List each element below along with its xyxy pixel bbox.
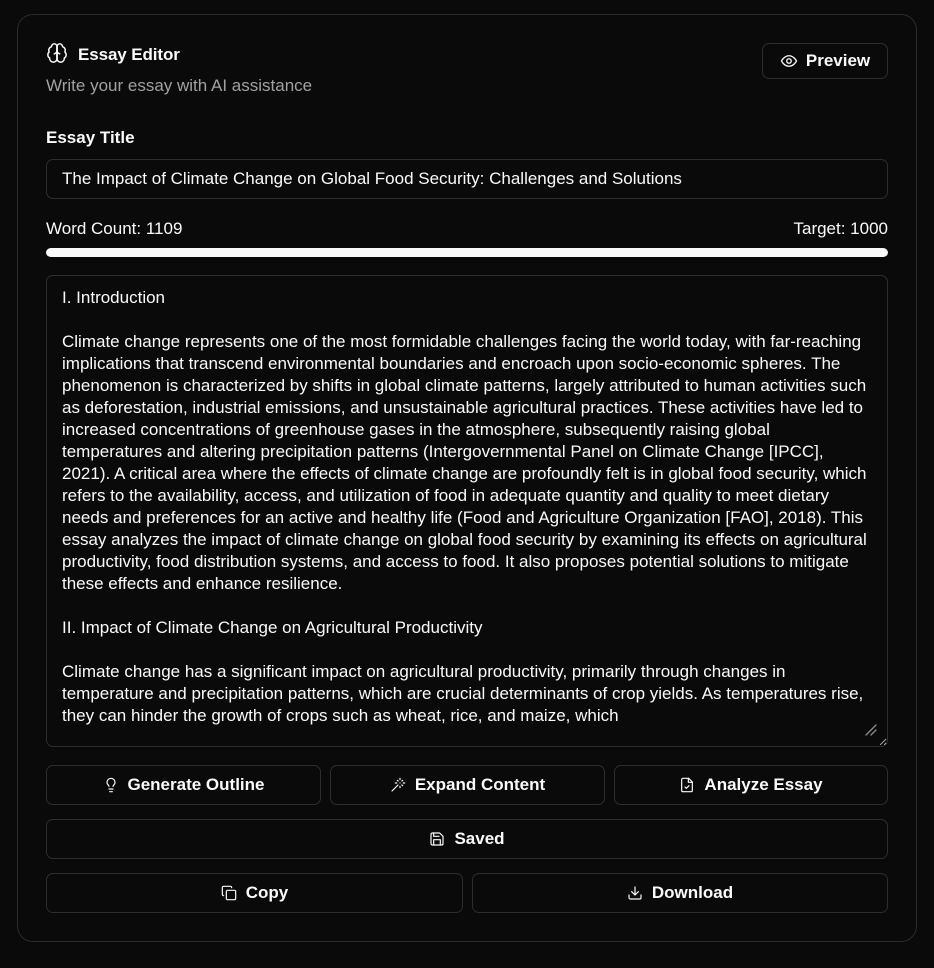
word-count-row xyxy=(46,219,888,239)
essay-editor-card xyxy=(17,14,917,942)
generate-outline-button[interactable] xyxy=(46,765,321,805)
page-title: Essay Editor xyxy=(78,45,180,64)
saved-label: Saved xyxy=(454,829,505,848)
copy-icon xyxy=(221,885,237,901)
lightbulb-icon xyxy=(103,777,119,793)
essay-title-input[interactable] xyxy=(46,159,888,199)
download-label: Download xyxy=(651,883,734,902)
target-count: Target: 1000 xyxy=(793,219,888,238)
download-button[interactable] xyxy=(472,873,888,913)
analyze-essay-button[interactable] xyxy=(614,765,888,805)
preview-label: Preview xyxy=(805,51,871,70)
essay-title-label: Essay Title xyxy=(46,128,135,147)
word-count: Word Count: 1109 xyxy=(46,219,183,238)
saved-button[interactable] xyxy=(46,819,888,859)
analyze-essay-label: Analyze Essay xyxy=(704,775,823,794)
resize-handle-icon[interactable] xyxy=(862,721,878,737)
page-subtitle: Write your essay with AI assistance xyxy=(46,76,313,95)
download-icon xyxy=(627,885,643,901)
file-check-icon xyxy=(679,777,695,793)
expand-content-button[interactable] xyxy=(330,765,605,805)
copy-button[interactable] xyxy=(46,873,463,913)
expand-content-label: Expand Content xyxy=(414,775,546,794)
preview-button[interactable] xyxy=(762,43,888,79)
eye-icon xyxy=(780,52,798,70)
word-count-progress-fill xyxy=(46,248,888,257)
copy-label: Copy xyxy=(245,883,289,902)
brain-icon xyxy=(46,42,68,69)
essay-content-textarea[interactable] xyxy=(46,275,888,747)
generate-outline-label: Generate Outline xyxy=(127,775,265,794)
word-count-progress xyxy=(46,248,888,257)
save-icon xyxy=(429,831,445,847)
wand-icon xyxy=(390,777,406,793)
